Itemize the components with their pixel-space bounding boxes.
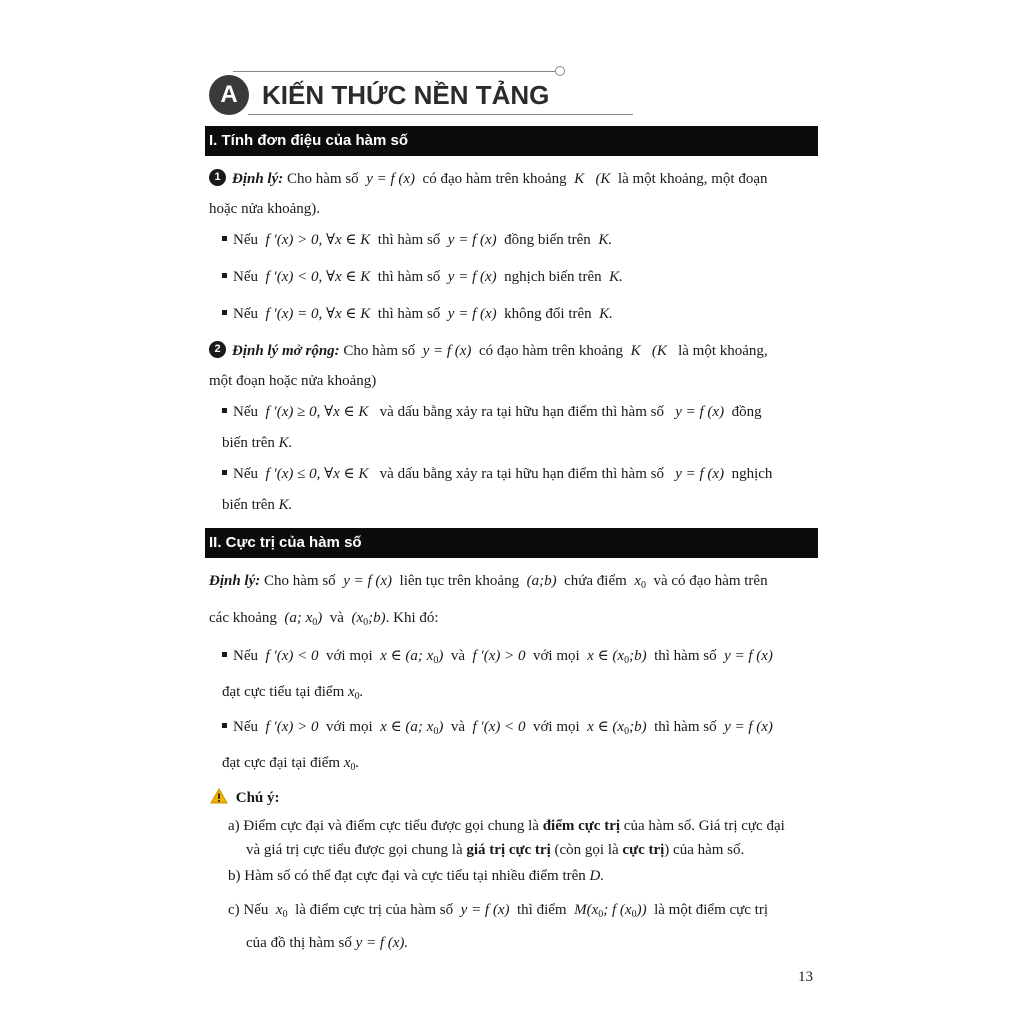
number-badge: 2: [209, 341, 226, 358]
header-rule-dot: [555, 66, 565, 76]
header-rule-bottom: [248, 114, 633, 115]
extrema-bullet-2: Nếu f ′(x) > 0 với mọi x ∈ (a; $x_0$) và f ′(x) < 0 với mọi x ∈ $(x_0;b)$ thì hàm số y = f (x): [222, 717, 773, 742]
warning-icon: [210, 788, 228, 804]
extrema-bullet-2-cont: đạt cực đại tại điểm $x_0$.: [222, 755, 360, 773]
page-title: KIẾN THỨC NỀN TẢNG: [262, 80, 550, 110]
theorem1-bullet-2: Nếu f ′(x) < 0, ∀x ∈ K thì hàm số y = f (x) nghịch biến trên K.: [222, 267, 623, 287]
header-badge: A: [209, 75, 249, 115]
theorem2-bullet-2: Nếu f ′(x) ≤ 0, ∀x ∈ K và dấu bằng xảy ra tại hữu hạn điểm thì hàm số y = f (x) nghịch: [222, 464, 772, 484]
theorem2-line1: 2 Định lý mở rộng: Cho hàm số y = f (x) có đạo hàm trên khoảng K (K là một khoảng,: [209, 341, 768, 361]
theorem1-line2: hoặc nửa khoảng).: [209, 201, 321, 217]
theorem1-line1: 1 Định lý: Cho hàm số y = f (x) có đạo hàm trên khoảng K (K là một khoảng, một đoạn: [209, 169, 768, 189]
note-b: b) Hàm số có thể đạt cực đại và cực tiểu tại nhiều điểm trên D.: [228, 868, 605, 884]
note-a-line1: a) Điểm cực đại và điểm cực tiểu được gọi chung là điểm cực trị của hàm số. Giá trị cực đại: [228, 818, 785, 834]
number-badge: 1: [209, 169, 226, 186]
extrema-bullet-1-cont: đạt cực tiểu tại điểm $x_0$.: [222, 684, 364, 702]
section-heading-monotonic: I. Tính đơn điệu của hàm số: [205, 126, 818, 156]
theorem2-bullet-1: Nếu f ′(x) ≥ 0, ∀x ∈ K và dấu bằng xảy ra tại hữu hạn điểm thì hàm số y = f (x) đồng: [222, 402, 762, 422]
theorem2-line2: một đoạn hoặc nửa khoảng): [209, 373, 377, 389]
note-a-line2: và giá trị cực tiểu được gọi chung là giá trị cực trị (còn gọi là cực trị) của hàm số.: [246, 842, 745, 858]
header-rule-top: [233, 71, 556, 72]
theorem1-bullet-3: Nếu f ′(x) = 0, ∀x ∈ K thì hàm số y = f (x) không đổi trên K.: [222, 304, 613, 324]
extrema-theorem-line1: Định lý: Cho hàm số y = f (x) liên tục trên khoảng (a;b) chứa điểm $x_0$ và có đạo hàm trên: [209, 573, 768, 591]
theorem2-bullet-2-cont: biến trên K.: [222, 497, 293, 513]
note-c-line2: của đồ thị hàm số y = f (x).: [246, 935, 409, 951]
extrema-bullet-1: Nếu f ′(x) < 0 với mọi x ∈ (a; $x_0$) và f ′(x) > 0 với mọi x ∈ $(x_0;b)$ thì hàm số y = f (x): [222, 646, 773, 671]
theorem2-bullet-1-cont: biến trên K.: [222, 435, 293, 451]
page-number: 13: [798, 969, 813, 985]
note-c-line1: c) Nếu $x_0$ là điểm cực trị của hàm số y = f (x) thì điểm $M(x_0$; f $(x_0)$) là một điểm cực trị: [228, 902, 769, 920]
theorem1-bullet-1: Nếu f ′(x) > 0, ∀x ∈ K thì hàm số y = f (x) đồng biến trên K.: [222, 230, 612, 250]
extrema-theorem-line2: các khoảng (a; $x_0$) và $(x_0;b)$. Khi đó:: [209, 610, 439, 628]
section-heading-extrema: II. Cực trị của hàm số: [205, 528, 818, 558]
note-heading: Chú ý:: [210, 788, 280, 808]
